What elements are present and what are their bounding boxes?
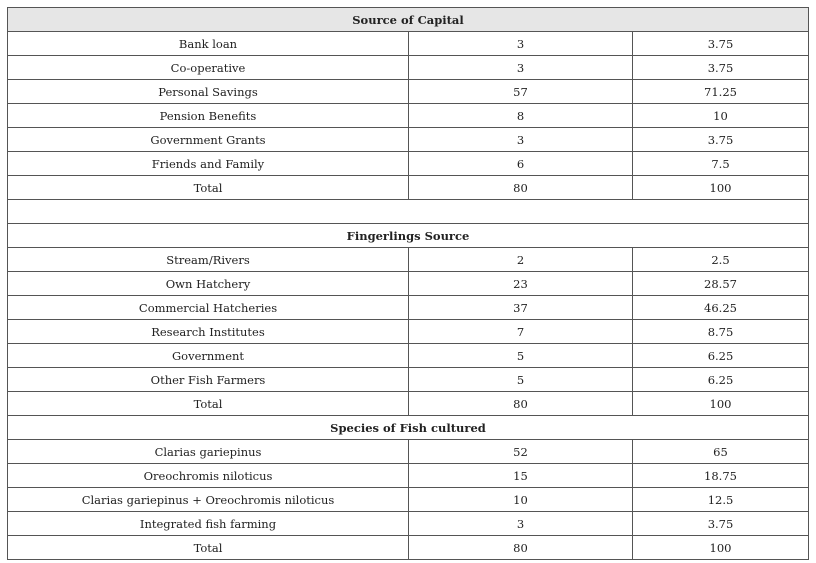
row-count: 3 — [409, 56, 633, 80]
row-label: Bank loan — [8, 32, 409, 56]
row-count: 52 — [409, 440, 633, 464]
row-count: 6 — [409, 152, 633, 176]
row-label: Government — [8, 344, 409, 368]
table-row — [8, 320, 809, 344]
section-title: Species of Fish cultured — [8, 416, 809, 440]
row-percent: 3.75 — [633, 512, 809, 536]
row-percent: 100 — [633, 392, 809, 416]
row-count: 10 — [409, 488, 633, 512]
row-label: Own Hatchery — [8, 272, 409, 296]
row-label: Stream/Rivers — [8, 248, 409, 272]
row-label: Integrated fish farming — [8, 512, 409, 536]
row-percent: 3.75 — [633, 32, 809, 56]
row-label: Clarias gariepinus — [8, 440, 409, 464]
row-percent: 100 — [633, 536, 809, 560]
row-count: 80 — [409, 392, 633, 416]
row-label: Personal Savings — [8, 80, 409, 104]
row-count: 3 — [409, 128, 633, 152]
table-row — [8, 128, 809, 152]
row-percent: 10 — [633, 104, 809, 128]
section-title: Fingerlings Source — [8, 224, 809, 248]
row-label: Total — [8, 176, 409, 200]
row-count: 23 — [409, 272, 633, 296]
spacer-cell — [8, 200, 809, 224]
row-count: 2 — [409, 248, 633, 272]
row-percent: 3.75 — [633, 56, 809, 80]
table-row — [8, 104, 809, 128]
row-label: Total — [8, 392, 409, 416]
row-label: Research Institutes — [8, 320, 409, 344]
row-label: Clarias gariepinus + Oreochromis niloticus — [8, 488, 409, 512]
row-percent: 46.25 — [633, 296, 809, 320]
row-percent: 18.75 — [633, 464, 809, 488]
table-row — [8, 512, 809, 536]
row-label: Total — [8, 536, 409, 560]
row-percent: 6.25 — [633, 368, 809, 392]
section-header-row — [8, 8, 809, 32]
section-title: Source of Capital — [8, 8, 809, 32]
row-label: Commercial Hatcheries — [8, 296, 409, 320]
row-label: Friends and Family — [8, 152, 409, 176]
table-row — [8, 32, 809, 56]
table-row — [8, 488, 809, 512]
row-percent: 100 — [633, 176, 809, 200]
table-row-total — [8, 392, 809, 416]
table-row — [8, 296, 809, 320]
table-row — [8, 368, 809, 392]
section-header-row — [8, 224, 809, 248]
row-percent: 6.25 — [633, 344, 809, 368]
row-label: Co-operative — [8, 56, 409, 80]
row-percent: 8.75 — [633, 320, 809, 344]
table-row — [8, 272, 809, 296]
row-label: Other Fish Farmers — [8, 368, 409, 392]
row-percent: 3.75 — [633, 128, 809, 152]
row-count: 80 — [409, 536, 633, 560]
table-row-total — [8, 176, 809, 200]
row-count: 80 — [409, 176, 633, 200]
row-count: 37 — [409, 296, 633, 320]
row-count: 5 — [409, 368, 633, 392]
row-count: 3 — [409, 512, 633, 536]
row-label: Pension Benefits — [8, 104, 409, 128]
row-count: 15 — [409, 464, 633, 488]
table-row — [8, 152, 809, 176]
row-percent: 28.57 — [633, 272, 809, 296]
spacer-row — [8, 200, 809, 224]
row-percent: 65 — [633, 440, 809, 464]
row-count: 7 — [409, 320, 633, 344]
table-row — [8, 440, 809, 464]
row-percent: 71.25 — [633, 80, 809, 104]
data-table — [7, 7, 809, 560]
row-label: Oreochromis niloticus — [8, 464, 409, 488]
table-row — [8, 56, 809, 80]
row-percent: 12.5 — [633, 488, 809, 512]
table-row — [8, 344, 809, 368]
table-row — [8, 464, 809, 488]
row-percent: 2.5 — [633, 248, 809, 272]
row-count: 5 — [409, 344, 633, 368]
section-header-row — [8, 416, 809, 440]
table-row — [8, 80, 809, 104]
row-count: 57 — [409, 80, 633, 104]
row-count: 8 — [409, 104, 633, 128]
table-row-total — [8, 536, 809, 560]
row-percent: 7.5 — [633, 152, 809, 176]
row-count: 3 — [409, 32, 633, 56]
table-row — [8, 248, 809, 272]
row-label: Government Grants — [8, 128, 409, 152]
